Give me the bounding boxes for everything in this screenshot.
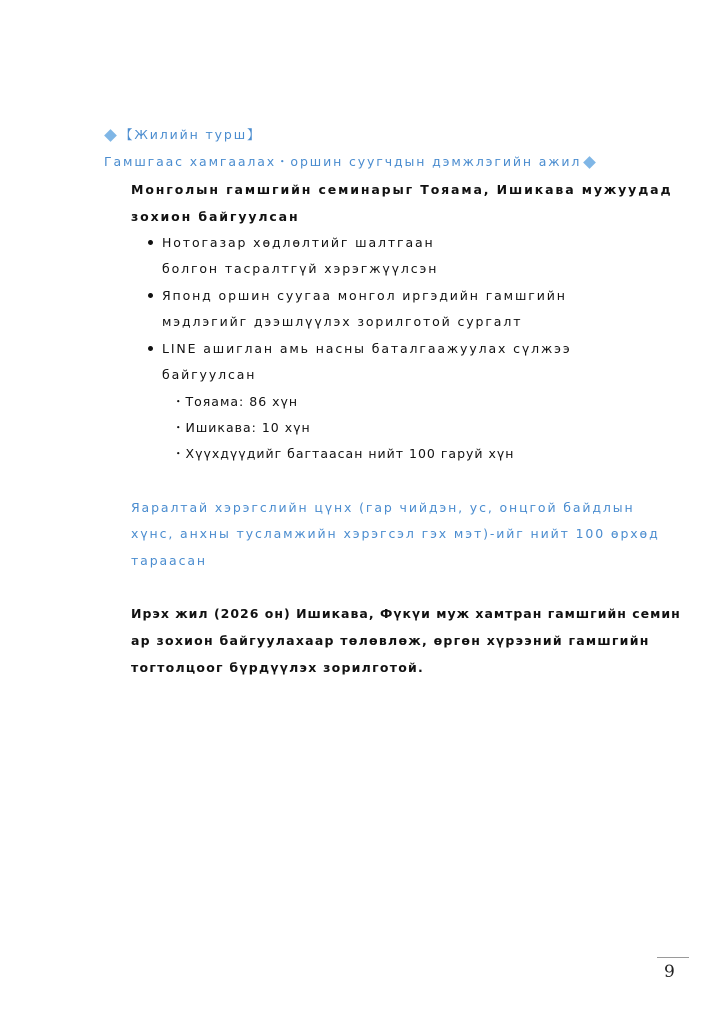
supplies-line-3: тараасан bbox=[131, 553, 207, 568]
intro-line-1: Монголын гамшгийн семинарыг Тояама, Ишикава мужуудад bbox=[131, 182, 673, 197]
section-title-text: Гамшгаас хамгаалах・оршин суугчдын дэмжлэгийн ажил bbox=[104, 154, 582, 169]
bullet-3-line-1: LINE ашиглан амь насны баталгаажуулах сүлжээ bbox=[162, 341, 572, 356]
bullet-2-line-1: Японд оршин суугаа монгол иргэдийн гамшгийн bbox=[162, 288, 567, 303]
section-title bbox=[104, 154, 599, 170]
bullet-dot-icon bbox=[148, 346, 153, 351]
bullet-3-line-2: байгуулсан bbox=[162, 367, 257, 382]
intro-line-2: зохион байгуулсан bbox=[131, 209, 300, 224]
bullet-1-line-1: Нотогазар хөдлөлтийг шалтгаан bbox=[162, 235, 435, 250]
supplies-line-2: хүнс, анхны тусламжийн хэрэгсэл гэх мэт)-ийг нийт 100 өрхөд bbox=[131, 526, 660, 541]
period-heading bbox=[104, 127, 261, 143]
sub-item-ishikawa: ・Ишикава: 10 хүн bbox=[172, 420, 311, 435]
sub-item-toyama: ・Тояама: 86 хүн bbox=[172, 394, 299, 409]
diamond-icon bbox=[104, 129, 117, 142]
closing-line-3: тогтолцоог бүрдүүлэх зорилготой. bbox=[131, 660, 425, 675]
diamond-icon bbox=[583, 156, 596, 169]
period-heading-text: 【Жилийн турш】 bbox=[120, 127, 262, 142]
sub-item-total: ・Хүүхдүүдийг багтаасан нийт 100 гаруй хүн bbox=[172, 446, 515, 461]
closing-line-2: ар зохион байгуулахаар төлөвлөж, өргөн хүрээний гамшгийн bbox=[131, 633, 650, 648]
supplies-line-1: Яаралтай хэрэгслийн цүнх (гар чийдэн, ус, онцгой байдлын bbox=[131, 500, 635, 515]
bullet-dot-icon bbox=[148, 293, 153, 298]
page-number: 9 bbox=[664, 962, 675, 982]
bullet-dot-icon bbox=[148, 240, 153, 245]
bullet-1-line-2: болгон тасралтгүй хэрэгжүүлсэн bbox=[162, 261, 439, 276]
page-number-rule bbox=[657, 957, 689, 958]
closing-line-1: Ирэх жил (2026 он) Ишикава, Фүкүи муж хамтран гамшгийн семин bbox=[131, 606, 681, 621]
bullet-2-line-2: мэдлэгийг дээшлүүлэх зорилготой сургалт bbox=[162, 314, 523, 329]
